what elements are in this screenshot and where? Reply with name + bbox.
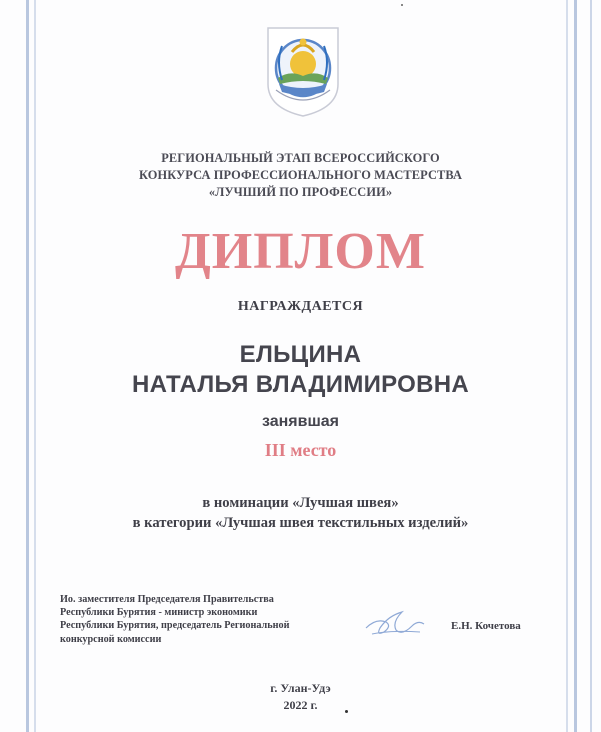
achievement-place: III место bbox=[264, 440, 337, 460]
nomination bbox=[0, 493, 601, 533]
signatory-position-line: Республики Бурятия - министр экономики bbox=[60, 607, 258, 619]
organizer-line: РЕГИОНАЛЬНЫЙ ЭТАП ВСЕРОССИЙСКОГО bbox=[161, 151, 440, 165]
handwritten-signature bbox=[362, 604, 428, 640]
category-line: в категории «Лучшая швея текстильных изделий» bbox=[132, 515, 469, 531]
organizer-line: «ЛУЧШИЙ ПО ПРОФЕССИИ» bbox=[208, 185, 393, 199]
place-and-date bbox=[0, 680, 601, 714]
republic-of-buryatia-coat-of-arms-icon bbox=[262, 22, 344, 118]
diploma-title: ДИПЛОМ bbox=[175, 223, 426, 280]
awarded-label: НАГРАЖДАЕТСЯ bbox=[237, 299, 364, 314]
ink-dot bbox=[345, 710, 348, 713]
signatory-position-line: конкурсной комиссии bbox=[60, 633, 162, 645]
signatory-position bbox=[60, 593, 290, 646]
organizer-line: КОНКУРСА ПРОФЕССИОНАЛЬНОГО МАСТЕРСТВА bbox=[138, 168, 463, 182]
recipient-given-names: НАТАЛЬЯ ВЛАДИМИРОВНА bbox=[131, 371, 470, 398]
organizer-heading bbox=[0, 150, 601, 201]
achievement-label: занявшая bbox=[261, 413, 340, 430]
nomination-line: в номинации «Лучшая швея» bbox=[202, 495, 399, 511]
signatory-name: Е.Н. Кочетова bbox=[451, 620, 521, 632]
year: 2022 г. bbox=[283, 698, 318, 712]
signatory-position-line: Ио. заместителя Председателя Правительства bbox=[60, 594, 274, 605]
scan-speck bbox=[401, 4, 403, 6]
signatory-position-line: Республики Бурятия, председатель Региональной bbox=[60, 620, 290, 632]
recipient-name bbox=[0, 340, 601, 400]
recipient-surname: ЕЛЬЦИНА bbox=[239, 341, 362, 368]
city: г. Улан-Удэ bbox=[270, 681, 331, 695]
